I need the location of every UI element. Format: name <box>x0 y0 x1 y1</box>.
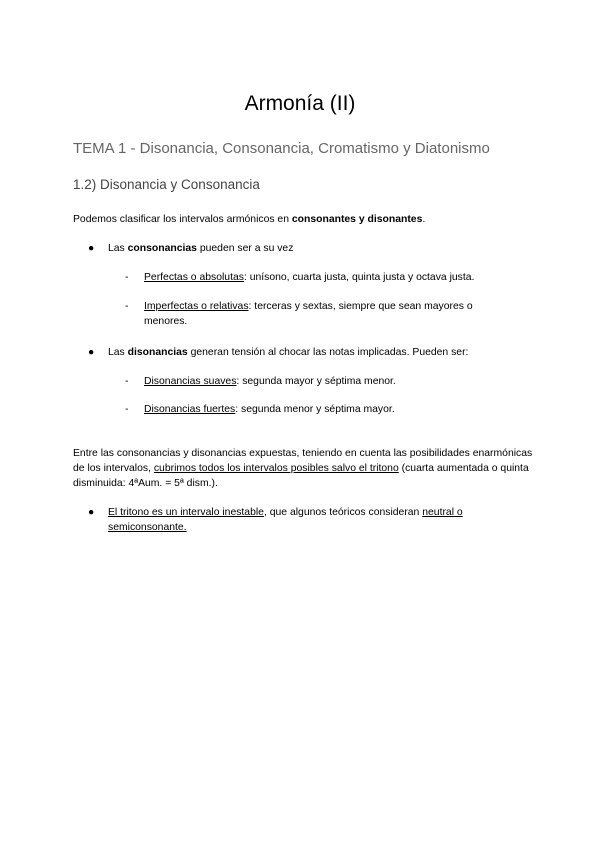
sublist-item-term: Disonancias suaves <box>144 376 237 387</box>
list-item-prefix: Las <box>108 243 128 254</box>
bullet-icon: ● <box>88 243 95 254</box>
document-title: Armonía (II) <box>244 92 356 115</box>
list-item-bold-term: consonancias <box>127 243 197 254</box>
list-item-text: , que algunos teóricos consideran <box>263 507 423 518</box>
list-item-underlined-text-2: neutral o semiconsonante. <box>108 507 463 533</box>
sublist-item-term: Disonancias fuertes <box>144 404 236 415</box>
list-item-prefix: Las <box>108 347 128 358</box>
intro-suffix: . <box>422 214 426 225</box>
list-item-text: pueden ser a su vez <box>196 243 294 254</box>
sublist-item-term: Perfectas o absolutas <box>144 272 244 283</box>
dash-icon: - <box>125 376 129 387</box>
paragraph-underlined-text: cubrimos todos los intervalos posibles salvo el tritono <box>153 463 399 474</box>
sublist-item-term: Imperfectas o relativas <box>144 301 249 312</box>
bullet-icon: ● <box>88 347 95 358</box>
heading-tema-1: TEMA 1 - Disonancia, Consonancia, Cromatismo y Diatonismo <box>73 140 490 157</box>
sublist-item-text: : unísono, cuarta justa, quinta justa y octava justa. <box>243 272 475 283</box>
paragraph-text-end: (cuarta aumentada o quinta disminuida: 4ªAum. = 5ª dism.). <box>73 463 529 489</box>
intro-text: Podemos clasificar los intervalos armónicos en <box>73 214 292 225</box>
list-item-text: generan tensión al chocar las notas implicadas. Pueden ser: <box>187 347 469 358</box>
dash-icon: - <box>125 272 129 283</box>
dash-icon: - <box>125 301 129 312</box>
sublist-item-text: : terceras y sextas, siempre que sean mayores o menores. <box>144 301 473 327</box>
tritono-paragraph <box>73 446 533 491</box>
list-item-underlined-text: El tritono es un intervalo inestable <box>108 507 264 518</box>
paragraph-text: Entre las consonancias y disonancias expuestas, teniendo en cuenta las posibilidades enarmónicas de los intervalos, <box>73 448 533 474</box>
intro-paragraph <box>73 212 533 227</box>
heading-section-1-2: 1.2) Disonancia y Consonancia <box>73 177 260 192</box>
sublist-item-text: : segunda mayor y séptima menor. <box>236 376 396 387</box>
dash-icon: - <box>125 404 129 415</box>
bullet-icon: ● <box>88 507 95 518</box>
intro-bold-term: consonantes y disonantes <box>291 214 423 225</box>
list-item-bold-term: disonancias <box>127 347 188 358</box>
sublist-item-text: : segunda menor y séptima mayor. <box>235 404 395 415</box>
